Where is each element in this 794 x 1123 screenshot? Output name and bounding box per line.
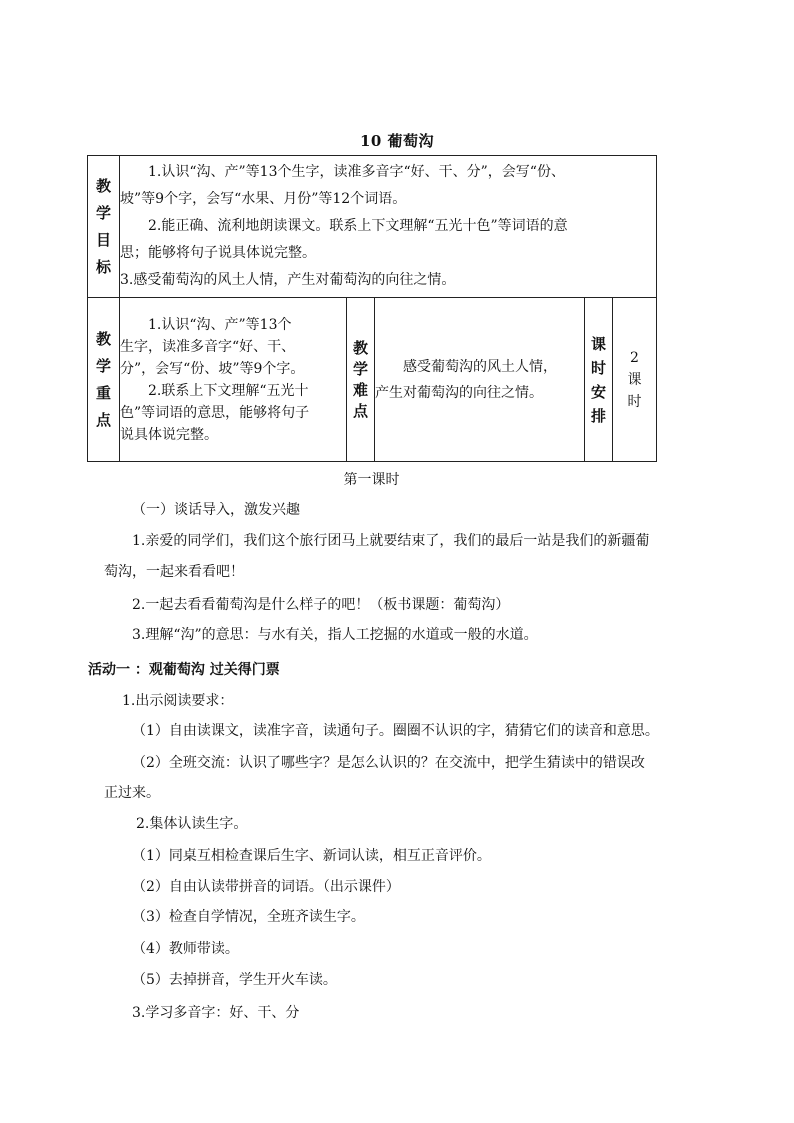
paragraph-line: （1）自由读课文，读准字音，读通句子。圈圈不认识的字，猜猜它们的读音和意思。 (132, 723, 659, 739)
goals-header: 教 学 目 标 (88, 156, 120, 298)
paragraph-line: 2.一起去看看葡萄沟是什么样子的吧！（板书课题：葡萄沟） (132, 597, 510, 613)
paragraph-line: （2）全班交流：认识了哪些字？是怎么认识的？在交流中，把学生猜读中的错误改 (132, 755, 645, 771)
paragraph-line: 萄沟，一起来看看吧！ (104, 564, 244, 580)
paragraph-line: 1.亲爱的同学们，我们这个旅行团马上就要结束了，我们的最后一站是我们的新疆葡 (132, 533, 650, 549)
lesson-heading: 第一课时 (343, 472, 400, 488)
paragraph-line: （2）自由认读带拼音的词语。（出示课件） (132, 879, 400, 895)
paragraph-line: （4）教师带读。 (132, 941, 239, 957)
difficulties-content (375, 298, 585, 462)
goals-content (120, 156, 657, 298)
paragraph-line: 2.集体认读生字。 (136, 816, 248, 832)
section-heading: （一）谈话导入，激发兴趣 (132, 502, 300, 518)
lesson-plan-table (87, 155, 657, 462)
key-points-header: 教 学 重 点 (88, 298, 120, 462)
difficulties-header: 教 学 难 点 (347, 298, 375, 462)
schedule-value: 2 课 时 (613, 298, 657, 462)
key-point-line: 生字，读准多音字“好、干、 (120, 338, 296, 355)
paragraph-line: 正过来。 (104, 785, 160, 801)
key-point-line: 1.认识“沟、产”等13个 (148, 316, 292, 333)
key-point-line: 分”，会写“份、坡”等9个字。 (120, 360, 305, 377)
key-points-content (120, 298, 347, 462)
goal-line: 坡”等9个字，会写“水果、月份”等12个词语。 (120, 191, 407, 207)
goal-line: 3.感受葡萄沟的风土人情，产生对葡萄沟的向往之情。 (120, 272, 456, 288)
activity-heading: 活动一 ：观葡萄沟 过关得门票 (88, 662, 280, 678)
paragraph-line: 3.学习多音字：好、干、分 (132, 1005, 300, 1021)
paragraph-line: （1）同桌互相检查课后生字、新词认读，相互正音评价。 (132, 848, 491, 864)
key-point-line: 2.联系上下文理解“五光十 (148, 382, 309, 399)
paragraph-line: （3）检查自学情况，全班齐读生字。 (132, 909, 365, 925)
goal-line: 思；能够将句子说具体说完整。 (120, 245, 316, 261)
key-point-line: 色”等词语的意思，能够将句子 (120, 404, 310, 421)
difficulty-line: 感受葡萄沟的风土人情， (403, 358, 557, 375)
paragraph-line: （5）去掉拼音，学生开火车读。 (132, 972, 337, 988)
goal-line: 2.能正确、流利地朗读课文。联系上下文理解“五光十色”等词语的意 (148, 218, 568, 234)
lesson-title: 10 葡萄沟 (359, 132, 435, 150)
paragraph-line: 1.出示阅读要求： (122, 693, 234, 709)
key-point-line: 说具体说完整。 (120, 426, 218, 443)
paragraph-line: 3.理解“沟”的意思：与水有关，指人工挖掘的水道或一般的水道。 (132, 627, 538, 643)
schedule-header: 课 时 安 排 (585, 298, 613, 462)
goal-line: 1.认识“沟、产”等13个生字，读准多音字“好、干、分”，会写“份、 (148, 164, 565, 180)
difficulty-line: 产生对葡萄沟的向往之情。 (375, 384, 543, 401)
